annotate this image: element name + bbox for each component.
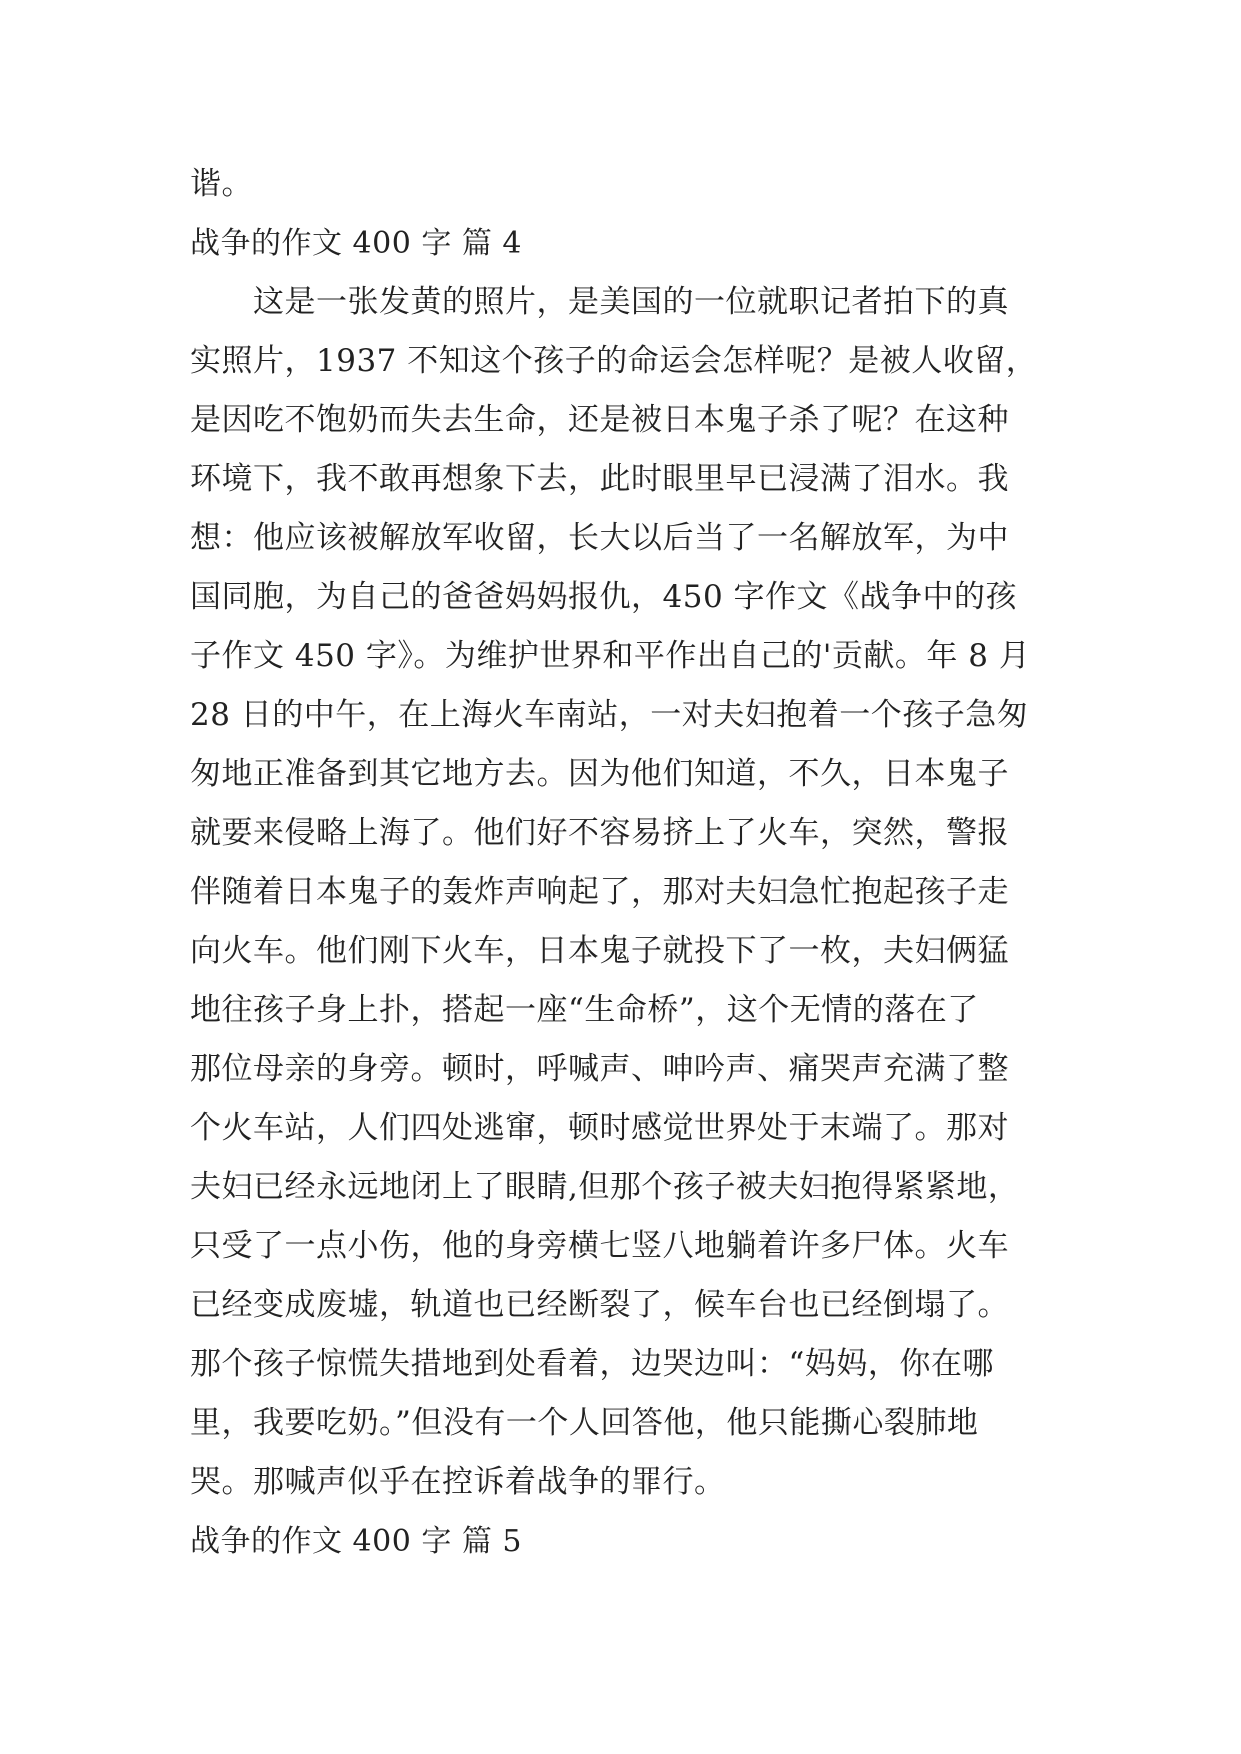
paragraph-line: 夫妇已经永远地闭上了眼睛,但那个孩子被夫妇抱得紧紧地，: [190, 1169, 1020, 1205]
section-heading-5: 战争的作文 400 字 篇 5: [190, 1524, 522, 1559]
paragraph-line: 里，我要吃奶。”但没有一个人回答他，他只能撕心裂肺地: [190, 1405, 979, 1441]
paragraph-line: 环境下，我不敢再想象下去，此时眼里早已浸满了泪水。我: [190, 461, 1009, 497]
paragraph-line: 这是一张发黄的照片，是美国的一位就职记者拍下的真: [190, 284, 1009, 320]
paragraph-line: 个火车站，人们四处逃窜，顿时感觉世界处于末端了。那对: [190, 1110, 1009, 1146]
paragraph-line: 已经变成废墟，轨道也已经断裂了，候车台也已经倒塌了。: [190, 1287, 1009, 1323]
paragraph-line: 伴随着日本鬼子的轰炸声响起了，那对夫妇急忙抱起孩子走: [190, 874, 1009, 910]
paragraph-line: 国同胞，为自己的爸爸妈妈报仇，450 字作文《战争中的孩: [190, 579, 1018, 615]
paragraph-line: 哭。那喊声似乎在控诉着战争的罪行。: [190, 1464, 726, 1500]
text-fragment: 谐。: [190, 166, 253, 202]
paragraph-line: 只受了一点小伤，他的身旁横七竖八地躺着许多尸体。火车: [190, 1228, 1009, 1264]
paragraph-line: 是因吃不饱奶而失去生命，还是被日本鬼子杀了呢？在这种: [190, 402, 1009, 438]
paragraph-line: 实照片，1937 不知这个孩子的命运会怎样呢？是被人收留，: [190, 343, 1038, 379]
paragraph-line: 匆地正准备到其它地方去。因为他们知道，不久，日本鬼子: [190, 756, 1009, 792]
section-heading-4: 战争的作文 400 字 篇 4: [190, 226, 522, 261]
paragraph-line: 地往孩子身上扑，搭起一座“生命桥”，这个无情的落在了: [190, 992, 979, 1028]
paragraph-line: 向火车。他们刚下火车，日本鬼子就投下了一枚，夫妇俩猛: [190, 933, 1009, 969]
paragraph-line: 就要来侵略上海了。他们好不容易挤上了火车，突然，警报: [190, 815, 1009, 851]
paragraph-line: 28 日的中午，在上海火车南站，一对夫妇抱着一个孩子急匆: [190, 697, 1029, 733]
paragraph-line: 子作文 450 字》。为维护世界和平作出自己的'贡献。年 8 月: [190, 638, 1031, 674]
paragraph-line: 那个孩子惊慌失措地到处看着，边哭边叫：“妈妈，你在哪: [190, 1346, 994, 1382]
paragraph-line: 那位母亲的身旁。顿时，呼喊声、呻吟声、痛哭声充满了整: [190, 1051, 1009, 1087]
paragraph-line: 想：他应该被解放军收留，长大以后当了一名解放军，为中: [190, 520, 1009, 556]
